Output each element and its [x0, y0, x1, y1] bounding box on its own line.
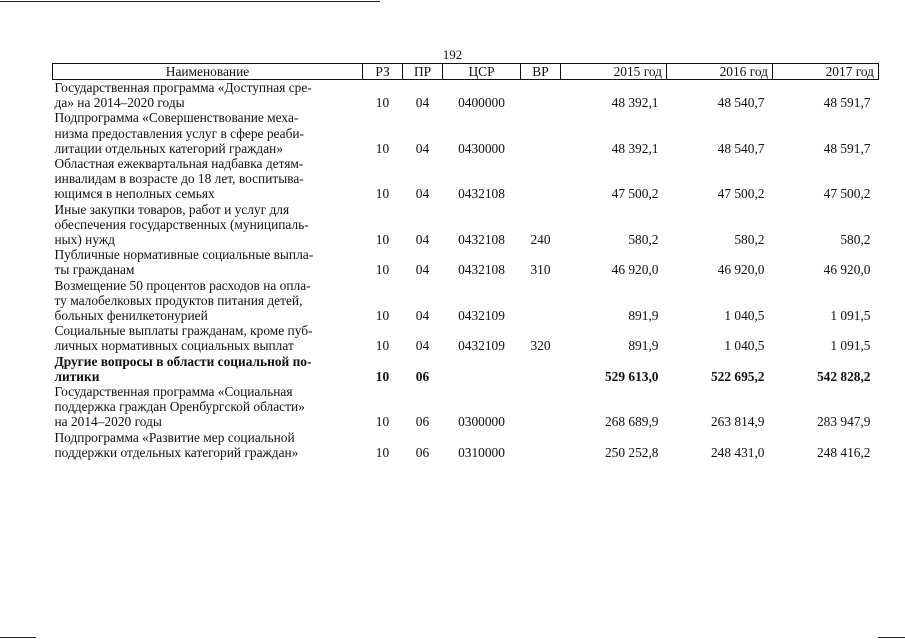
row-2017: 48 591,7 — [823, 95, 871, 111]
table-row — [53, 247, 879, 277]
row-2015: 268 689,9 — [604, 414, 659, 430]
row-name-line: литики — [54, 368, 100, 384]
row-rz: 10 — [375, 414, 390, 430]
row-2017: 580,2 — [840, 232, 871, 248]
row-name-line: низма предоставления услуг в сфере реаби- — [54, 125, 305, 141]
scan-edge-line-bottom-right — [878, 637, 905, 638]
row-pr: 06 — [415, 444, 430, 460]
table-row — [53, 354, 879, 384]
row-vr — [521, 110, 561, 156]
row-pr: 04 — [415, 186, 430, 202]
row-name — [53, 247, 363, 277]
row-vr — [521, 156, 561, 202]
table-row — [53, 202, 879, 248]
row-name-line: Иные закупки товаров, работ и услуг для — [54, 201, 290, 217]
table-row — [53, 156, 879, 202]
row-csr: 0432108 — [458, 232, 505, 248]
row-vr — [521, 354, 561, 384]
row-name — [53, 384, 363, 430]
row-vr — [521, 80, 561, 111]
row-rz: 10 — [375, 186, 390, 202]
row-name-line: поддержки отдельных категорий граждан» — [54, 444, 299, 460]
row-name-line: Государственная программа «Доступная сре- — [54, 80, 312, 95]
table-row — [53, 323, 879, 353]
row-csr: 0432108 — [458, 262, 505, 278]
row-name — [53, 80, 363, 111]
row-name — [53, 202, 363, 248]
row-vr — [521, 384, 561, 430]
header-name: Наименование — [53, 64, 363, 80]
header-rz: РЗ — [363, 64, 403, 80]
table-row — [53, 80, 879, 111]
row-csr: 0300000 — [458, 414, 505, 430]
row-name-line: Возмещение 50 процентов расходов на опла- — [54, 277, 311, 293]
row-2016: 1 040,5 — [724, 338, 765, 354]
row-name-line: ющимся в неполных семьях — [54, 186, 215, 202]
row-name — [53, 156, 363, 202]
row-name-line: ных) нужд — [54, 232, 115, 248]
header-csr: ЦСР — [443, 64, 521, 80]
row-pr: 04 — [415, 338, 430, 354]
row-vr: 240 — [530, 232, 551, 248]
row-2016: 248 431,0 — [710, 444, 765, 460]
row-2016: 580,2 — [734, 232, 765, 248]
row-rz: 10 — [375, 308, 390, 324]
row-name-line: да» на 2014–2020 годы — [54, 95, 185, 111]
row-name — [53, 110, 363, 156]
header-2015: 2015 год — [561, 64, 667, 80]
row-csr: 0430000 — [458, 140, 505, 156]
row-2017: 46 920,0 — [823, 262, 871, 278]
row-2015: 529 613,0 — [604, 368, 659, 384]
row-csr: 0400000 — [458, 95, 505, 111]
row-name-line: литации отдельных категорий граждан» — [54, 140, 284, 156]
row-pr: 04 — [415, 140, 430, 156]
row-2016: 263 814,9 — [710, 414, 765, 430]
row-2015: 250 252,8 — [604, 444, 659, 460]
row-pr: 04 — [415, 232, 430, 248]
row-vr — [521, 278, 561, 324]
row-rz: 10 — [375, 368, 390, 384]
row-name-line: личных нормативных социальных выплат — [54, 338, 294, 354]
row-name-line: поддержка граждан Оренбургской области» — [54, 399, 305, 415]
row-2017: 283 947,9 — [816, 414, 871, 430]
row-name-line: ту малобелковых продуктов питания детей, — [54, 292, 303, 308]
scan-edge-line-top — [0, 1, 380, 2]
row-name-line: больных фенилкетонурией — [54, 308, 208, 324]
row-csr: 0432109 — [458, 338, 505, 354]
row-2015: 46 920,0 — [611, 262, 659, 278]
row-2017: 1 091,5 — [830, 308, 871, 324]
row-csr — [443, 354, 521, 384]
row-vr — [521, 430, 561, 460]
row-csr: 0432109 — [458, 308, 505, 324]
row-name-line: Подпрограмма «Развитие мер социальной — [54, 429, 295, 445]
row-pr: 04 — [415, 262, 430, 278]
row-2017: 48 591,7 — [823, 140, 871, 156]
row-rz: 10 — [375, 95, 390, 111]
row-2015: 891,9 — [628, 308, 659, 324]
header-2016: 2016 год — [667, 64, 773, 80]
row-2015: 48 392,1 — [611, 140, 659, 156]
row-rz: 10 — [375, 262, 390, 278]
table-header-row — [53, 64, 879, 80]
row-2017: 248 416,2 — [816, 444, 871, 460]
row-pr: 06 — [415, 414, 430, 430]
row-2016: 48 540,7 — [717, 95, 765, 111]
row-name-line: Другие вопросы в области социальной по- — [54, 353, 312, 369]
row-rz: 10 — [375, 140, 390, 156]
row-2016: 46 920,0 — [717, 262, 765, 278]
row-2016: 48 540,7 — [717, 140, 765, 156]
row-name-line: Государственная программа «Социальная — [54, 384, 293, 400]
row-pr: 06 — [415, 368, 430, 384]
row-rz: 10 — [375, 444, 390, 460]
row-vr: 310 — [530, 262, 551, 278]
table-row — [53, 430, 879, 460]
budget-table — [52, 63, 879, 460]
row-2017: 542 828,2 — [816, 368, 871, 384]
row-2016: 47 500,2 — [717, 186, 765, 202]
row-2016: 522 695,2 — [710, 368, 765, 384]
row-2015: 580,2 — [628, 232, 659, 248]
table-row — [53, 110, 879, 156]
row-pr: 04 — [415, 308, 430, 324]
row-rz: 10 — [375, 232, 390, 248]
row-name-line: инвалидам в возрасте до 18 лет, воспитыва- — [54, 171, 304, 187]
row-name — [53, 354, 363, 384]
row-name — [53, 323, 363, 353]
table-row — [53, 384, 879, 430]
row-name-line: обеспечения государственных (муниципаль- — [54, 216, 309, 232]
row-name — [53, 430, 363, 460]
row-rz: 10 — [375, 338, 390, 354]
page-number: 192 — [442, 47, 463, 62]
row-csr: 0432108 — [458, 186, 505, 202]
row-name-line: Областная ежеквартальная надбавка детям- — [54, 156, 304, 172]
row-2017: 1 091,5 — [830, 338, 871, 354]
table-row — [53, 278, 879, 324]
header-vr: ВР — [521, 64, 561, 80]
row-2015: 891,9 — [628, 338, 659, 354]
row-2015: 47 500,2 — [611, 186, 659, 202]
row-2016: 1 040,5 — [724, 308, 765, 324]
row-name-line: ты гражданам — [54, 262, 135, 278]
header-pr: ПР — [403, 64, 443, 80]
row-csr: 0310000 — [458, 444, 505, 460]
row-name — [53, 278, 363, 324]
row-2015: 48 392,1 — [611, 95, 659, 111]
row-vr: 320 — [530, 338, 551, 354]
row-name-line: Социальные выплаты гражданам, кроме пуб- — [54, 323, 313, 339]
scan-edge-line-bottom-left — [0, 637, 36, 638]
row-name-line: на 2014–2020 годы — [54, 414, 162, 430]
header-2017: 2017 год — [773, 64, 879, 80]
row-2017: 47 500,2 — [823, 186, 871, 202]
row-name-line: Публичные нормативные социальные выпла- — [54, 247, 314, 263]
row-name-line: Подпрограмма «Совершенствование меха- — [54, 110, 299, 126]
row-pr: 04 — [415, 95, 430, 111]
table-body — [53, 80, 879, 461]
